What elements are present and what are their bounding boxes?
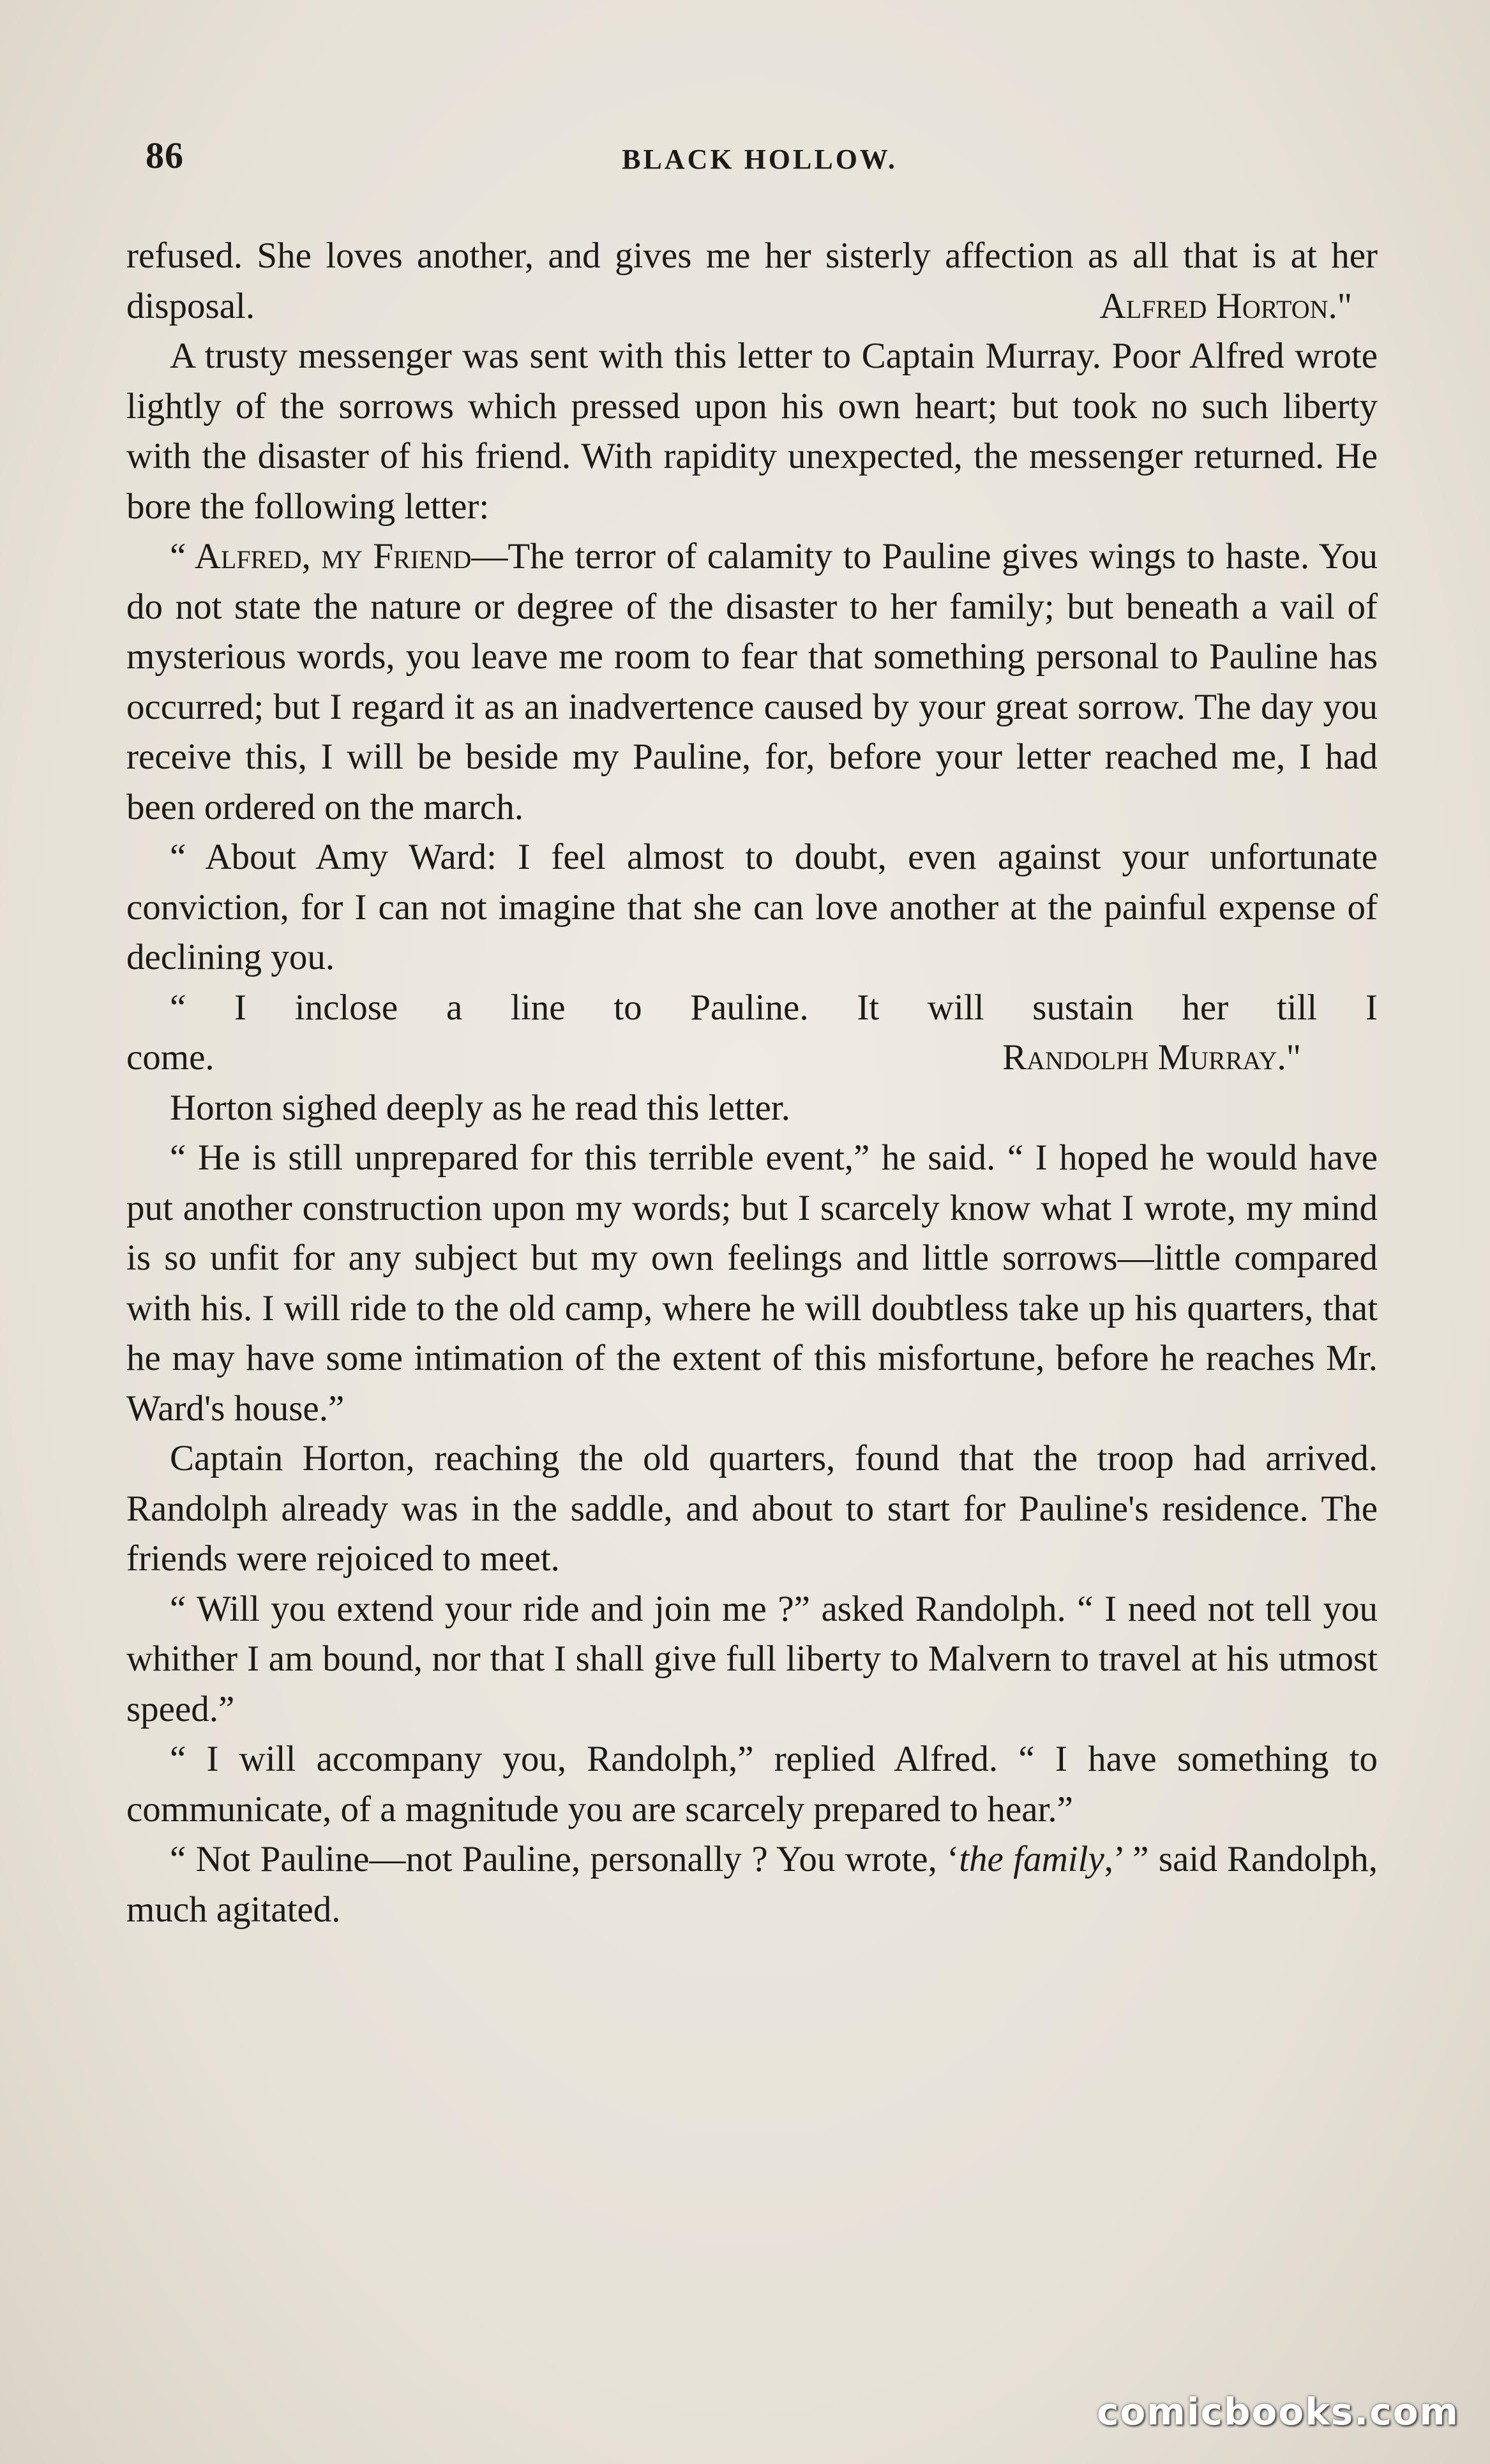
signature-randolph-murray: Randolph Murray." xyxy=(1002,1037,1301,1078)
page-header xyxy=(146,134,1374,192)
paragraph-10: “ I will accompany you, Randolph,” replied Alfred. “ I have something to communicate, of a magnitude you are scarcely prepared to hear.” xyxy=(126,1739,1378,1829)
letter-salutation: “ Alfred, my Friend xyxy=(170,536,472,576)
paragraph-11-italic: the family xyxy=(959,1839,1104,1879)
paragraph-11-part-b: ,’ ” said Randolph, much agitated. xyxy=(126,1839,1378,1930)
paragraph-5-last-word: come. xyxy=(126,1037,214,1078)
running-title: BLACK HOLLOW. xyxy=(622,144,898,175)
paragraph-6: Horton sighed deeply as he read this letter. xyxy=(170,1087,790,1128)
page-number: 86 xyxy=(146,135,184,176)
paragraph-9: “ Will you extend your ride and join me ?” asked Randolph. “ I need not tell you whither I am bound, nor that I shall give full liberty to Malvern to travel at his utmost speed.” xyxy=(126,1588,1378,1729)
body-text xyxy=(126,231,1378,1935)
paragraph-11-part-a: “ Not Pauline—not Pauline, personally ? You wrote, ‘ xyxy=(170,1839,959,1879)
paragraph-2: A trusty messenger was sent with this letter to Captain Murray. Poor Alfred wrote lightly of the sorrows which pressed upon his own heart; but took no such liberty with the disaster of his friend. With rapidity unexpected, the messenger returned. He bore the following letter: xyxy=(126,336,1378,527)
paragraph-7: “ He is still unprepared for this terrible event,” he said. “ I hoped he would have put another construction upon my words; but I scarcely know what I wrote, my mind is so unfit for any subject but my own feelings and little sorrows—little compared with his. I will ride to the old camp, where he will doubtless take up his quarters, that he may have some intimation of the extent of this misfortune, before he reaches Mr. Ward's house.” xyxy=(126,1138,1378,1429)
signature-alfred-horton: Alfred Horton." xyxy=(1099,285,1352,326)
paragraph-8: Captain Horton, reaching the old quarters, found that the troop had arrived. Randolph already was in the saddle, and about to start for Pauline's residence. The friends were rejoiced to meet. xyxy=(126,1438,1378,1579)
paragraph-3 xyxy=(126,532,1378,832)
paragraph-3-text: —The terror of calamity to Pauline gives wings to haste. You do not state the nature or degree of the disaster to her family; but beneath a vail of mysterious words, you leave me room to fear that something personal to Pauline has occurred; but I regard it as an inadvertence caused by your great sorrow. The day you receive this, I will be beside my Pauline, for, before your letter reached me, I had been ordered on the march. xyxy=(126,536,1378,827)
paragraph-4: “ About Amy Ward: I feel almost to doubt, even against your unfortunate conviction, for I can not imagine that she can love another at the painful expense of declining you. xyxy=(126,837,1378,977)
paragraph-1 xyxy=(126,231,1378,331)
paragraph-11 xyxy=(126,1835,1378,1935)
paragraph-5: “ I inclose a line to Pauline. It will sustain her till I xyxy=(170,987,1378,1028)
watermark-text: comicbooks.com xyxy=(1097,2390,1459,2433)
paragraph-5-closing xyxy=(126,1033,1378,1083)
paragraph-1-text: refused. She loves another, and gives me her sisterly affection as all that is at her disposal. xyxy=(126,236,1378,326)
